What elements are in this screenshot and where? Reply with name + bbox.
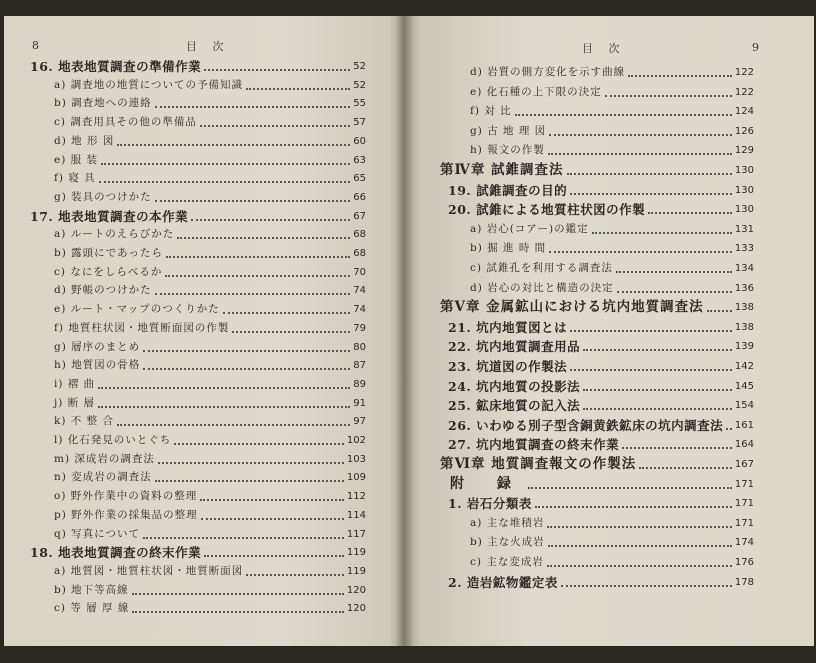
toc-entry-title: a) ルートのえらびかた [54, 228, 175, 241]
dot-leader [143, 367, 350, 370]
toc-page-number: 91 [353, 397, 366, 409]
toc-chapter-entry [440, 162, 754, 179]
toc-subsection-entry [54, 170, 366, 187]
toc-entry-title: j) 断 層 [54, 396, 96, 409]
dot-leader [549, 250, 732, 253]
toc-page-number: 171 [734, 478, 754, 490]
dot-leader [515, 113, 732, 116]
toc-page-number: 52 [353, 79, 366, 91]
toc-subsection-entry [54, 320, 366, 337]
toc-page-number: 129 [734, 145, 754, 157]
toc-page-number: 97 [353, 416, 366, 428]
toc-page-number: 120 [346, 584, 366, 596]
dot-leader [165, 274, 350, 277]
toc-page-number: 65 [353, 173, 366, 185]
dot-leader [204, 68, 350, 71]
toc-page-number: 122 [734, 86, 754, 98]
toc-entry-title: 第Ⅵ章 地質調査報文の作製法 [440, 456, 637, 472]
dot-leader [547, 525, 732, 528]
toc-subsection-entry [54, 77, 366, 94]
toc-section-entry [30, 58, 366, 75]
toc-page-number: 55 [353, 98, 366, 110]
toc-page-number: 119 [346, 547, 366, 559]
toc-entry-title: 16. 地表地質調査の準備作業 [30, 59, 202, 74]
left-page-number: 8 [32, 39, 39, 52]
dot-leader [155, 479, 344, 482]
toc-subsection-entry [470, 240, 754, 257]
dot-leader [155, 199, 351, 202]
toc-page-number: 161 [734, 419, 754, 431]
right-page-number: 9 [752, 41, 759, 54]
right-page [404, 16, 814, 646]
toc-entry-title: 26. いわゆる別子型含銅黄鉄鉱床の坑内調査法 [448, 417, 724, 433]
toc-page-number: 79 [353, 322, 366, 334]
toc-page-number: 174 [734, 537, 754, 549]
toc-entry-title: e) 化石種の上下限の決定 [470, 85, 602, 98]
toc-appendix-entry [450, 476, 754, 493]
toc-page-number: 66 [353, 191, 366, 203]
dot-leader [200, 498, 344, 501]
toc-page-number: 136 [734, 282, 754, 294]
dot-leader [583, 407, 732, 410]
toc-section-entry [448, 201, 754, 218]
toc-subsection-entry [54, 95, 366, 112]
toc-section-entry [448, 338, 754, 355]
toc-page-number: 145 [734, 380, 754, 392]
toc-page-number: 130 [734, 184, 754, 196]
dot-leader [648, 211, 732, 214]
toc-subsection-entry [54, 245, 366, 262]
dot-leader [570, 192, 732, 195]
toc-entry-title: a) 地質図・地質柱状図・地質断面図 [54, 564, 244, 577]
toc-subsection-entry [54, 526, 366, 543]
toc-entry-title: d) 地 形 図 [54, 134, 115, 147]
toc-entry-title: h) 地質図の骨格 [54, 359, 141, 372]
dot-leader [232, 330, 350, 333]
toc-entry-title: 第Ⅴ章 金属鉱山における坑内地質調査法 [440, 299, 704, 316]
toc-page-number: 142 [734, 361, 754, 372]
toc-entry-title: 24. 坑内地質の投影法 [448, 378, 581, 394]
toc-page-number: 80 [353, 341, 366, 353]
toc-page-number: 119 [346, 565, 366, 577]
toc-entry-title: 18. 地表地質調査の終末作業 [30, 545, 202, 561]
toc-entry-title: f) 寝 具 [54, 172, 96, 185]
toc-subsection-entry [54, 451, 366, 468]
toc-subsection-entry [54, 413, 366, 430]
toc-entry-title: n) 変成岩の調査法 [54, 471, 152, 484]
book-gutter [396, 16, 412, 646]
toc-subsection-entry [470, 515, 754, 532]
dot-leader [177, 236, 350, 239]
dot-leader [101, 162, 350, 165]
dot-leader [592, 231, 732, 234]
toc-entry-title: 1. 岩石分類表 [448, 496, 532, 512]
right-running-head: 目 次 [582, 42, 626, 55]
toc-page-number: 134 [734, 263, 754, 274]
toc-entry-title: 2. 造岩鉱物鑑定表 [448, 574, 558, 590]
toc-chapter-entry [440, 299, 754, 316]
dot-leader [174, 442, 344, 445]
toc-entry-title: g) 層序のまとめ [54, 340, 141, 353]
toc-subsection-entry [54, 582, 366, 599]
dot-leader [155, 292, 351, 295]
toc-page-number: 130 [734, 204, 754, 216]
dot-leader [617, 290, 732, 293]
dot-leader [639, 466, 732, 469]
dot-leader [549, 133, 732, 136]
toc-entry-title: g) 古 地 理 図 [470, 124, 547, 137]
toc-subsection-entry [470, 103, 754, 120]
dot-leader [726, 427, 732, 430]
toc-subsection-entry [54, 376, 366, 393]
toc-entry-title: 25. 鉱床地質の記入法 [448, 398, 581, 414]
toc-entry-title: b) 地下等高線 [54, 583, 129, 596]
toc-entry-title: f) 対 比 [470, 105, 512, 118]
toc-entry-title: d) 野帳のつけかた [54, 284, 152, 297]
toc-page-number: 89 [353, 378, 366, 390]
toc-subsection-entry [54, 395, 366, 412]
toc-subsection-entry [54, 133, 366, 150]
toc-page-number: 68 [353, 229, 366, 241]
dot-leader [98, 405, 350, 408]
toc-page-number: 124 [734, 106, 754, 118]
toc-subsection-entry [470, 64, 754, 81]
toc-entry-title: l) 化石発見のいとぐち [54, 434, 172, 446]
toc-entry-title: b) 調査地への連絡 [54, 97, 152, 110]
toc-subsection-entry [470, 142, 754, 159]
dot-leader [561, 584, 732, 587]
toc-entry-title: 第Ⅳ章 試錐調査法 [440, 162, 564, 178]
toc-subsection-entry [54, 563, 366, 580]
toc-page-number: 139 [734, 341, 754, 353]
toc-subsection-entry [470, 554, 754, 571]
toc-page-number: 167 [734, 459, 754, 470]
toc-entry-title: p) 野外作業の採集品の整理 [54, 508, 198, 521]
toc-section-entry [448, 378, 754, 395]
dot-leader [191, 218, 350, 221]
toc-page-number: 109 [346, 472, 366, 484]
toc-chapter-entry [440, 456, 754, 473]
toc-entry-title: 27. 坑内地質調査の終末作業 [448, 437, 620, 453]
toc-subsection-entry [470, 221, 754, 238]
toc-entry-title: h) 報文の作製 [470, 144, 545, 157]
dot-leader [622, 446, 732, 449]
toc-page-number: 117 [346, 528, 366, 540]
left-page [4, 16, 404, 646]
left-running-head: 目 次 [186, 40, 230, 53]
toc-section-entry [448, 436, 754, 453]
toc-entry-title: k) 不 整 合 [54, 415, 114, 428]
toc-entry-title: b) 主な火成岩 [470, 536, 545, 549]
toc-page-number: 133 [734, 243, 754, 255]
dot-leader [200, 124, 350, 127]
dot-leader [570, 329, 732, 332]
dot-leader [570, 368, 732, 371]
toc-entry-title: 23. 坑道図の作製法 [448, 359, 568, 374]
toc-entry-title: e) 服 装 [54, 153, 98, 166]
toc-page-number: 131 [734, 223, 754, 235]
toc-page-number: 68 [353, 248, 366, 259]
toc-entry-title: c) 主な変成岩 [470, 556, 544, 568]
dot-leader [707, 309, 732, 312]
toc-page-number: 103 [346, 453, 366, 465]
toc-page-number: 74 [353, 304, 366, 316]
dot-leader [548, 544, 732, 547]
dot-leader [246, 87, 350, 90]
toc-entry-title: f) 地質柱状図・地質断面図の作製 [54, 321, 230, 334]
toc-page-number: 63 [353, 154, 366, 166]
toc-entry-title: c) 等 層 厚 線 [54, 602, 130, 615]
toc-page-number: 70 [353, 266, 366, 278]
toc-section-entry [448, 358, 754, 375]
dot-leader [132, 610, 344, 613]
toc-entry-title: 17. 地表地質調査の本作業 [30, 208, 189, 224]
toc-subsection-entry [54, 507, 366, 524]
toc-subsection-entry [54, 301, 366, 318]
toc-page-number: 60 [353, 135, 366, 147]
toc-page-number: 171 [734, 498, 754, 510]
toc-entry-title: q) 写真について [54, 527, 140, 540]
toc-entry-title: b) 掘 進 時 間 [470, 242, 547, 255]
toc-entry-title: c) なにをしらべるか [54, 265, 163, 278]
toc-page-number: 154 [734, 400, 754, 412]
toc-section-entry [448, 319, 754, 336]
toc-entry-title: d) 岩質の側方変化を示す曲線 [470, 66, 626, 78]
toc-entry-title: i) 褶 曲 [54, 377, 96, 390]
toc-entry-title: d) 岩心の対比と構造の決定 [470, 281, 614, 294]
dot-leader [99, 180, 351, 183]
toc-entry-title: g) 装具のつけかた [54, 190, 152, 203]
dot-leader [535, 505, 732, 508]
toc-entry-title: c) 調査用具その他の準備品 [54, 116, 197, 129]
toc-page-number: 130 [734, 165, 754, 176]
toc-entry-title: a) 岩心(コアー)の鑑定 [470, 222, 589, 235]
dot-leader [628, 74, 732, 77]
toc-page-number: 114 [346, 509, 366, 521]
toc-entry-title: o) 野外作業中の資料の整理 [54, 490, 198, 503]
toc-page-number: 120 [346, 603, 366, 615]
dot-leader [201, 517, 344, 520]
dot-leader [246, 573, 344, 576]
toc-subsection-entry [54, 114, 366, 131]
toc-section-entry [448, 397, 754, 414]
dot-leader [117, 423, 350, 426]
toc-subsection-entry [54, 432, 366, 449]
dot-leader [605, 94, 732, 97]
toc-subsection-entry [54, 189, 366, 206]
toc-section-entry [448, 182, 754, 199]
toc-page-number: 102 [346, 435, 366, 446]
toc-entry-title: a) 調査地の地質についての予備知識 [54, 78, 243, 91]
toc-page-number: 178 [734, 576, 754, 588]
toc-entry-title: b) 露頭にであったら [54, 247, 164, 259]
toc-subsection-entry [54, 152, 366, 169]
dot-leader [155, 105, 351, 108]
toc-subsection-entry [470, 123, 754, 140]
dot-leader [98, 386, 350, 389]
toc-page-number: 138 [734, 302, 754, 314]
dot-leader [583, 348, 732, 351]
toc-entry-title: 20. 試錐による地質柱状図の作製 [448, 202, 646, 218]
toc-page-number: 112 [346, 491, 366, 503]
toc-page-number: 87 [353, 360, 366, 372]
dot-leader [548, 152, 732, 155]
dot-leader [583, 388, 732, 391]
toc-section-entry [448, 417, 754, 434]
toc-section-entry [30, 544, 366, 561]
toc-entry-title: 19. 試錐調査の目的 [448, 182, 568, 198]
dot-leader [117, 143, 350, 146]
dot-leader [166, 255, 350, 258]
dot-leader [158, 461, 344, 464]
toc-page-number: 74 [353, 285, 366, 297]
toc-entry-title: c) 試錐孔を利用する調査法 [470, 262, 613, 274]
dot-leader [204, 554, 344, 557]
dot-leader [132, 592, 344, 595]
toc-page-number: 122 [734, 67, 754, 78]
toc-entry-title: 22. 坑内地質調査用品 [448, 339, 581, 355]
toc-page-number: 126 [734, 125, 754, 137]
toc-subsection-entry [54, 600, 366, 617]
toc-subsection-entry [54, 469, 366, 486]
toc-section-entry [448, 495, 754, 512]
toc-page-number: 52 [353, 61, 366, 72]
toc-subsection-entry [54, 282, 366, 299]
toc-subsection-entry [54, 488, 366, 505]
toc-entry-title: e) ルート・マップのつくりかた [54, 303, 220, 316]
toc-page-number: 67 [353, 210, 366, 222]
toc-page-number: 164 [734, 439, 754, 451]
toc-subsection-entry [54, 339, 366, 356]
toc-page-number: 57 [353, 117, 366, 129]
toc-subsection-entry [470, 260, 754, 277]
toc-subsection-entry [470, 280, 754, 297]
toc-entry-title: a) 主な堆積岩 [470, 516, 545, 529]
toc-page-number: 176 [734, 557, 754, 568]
toc-entry-title: m) 深成岩の調査法 [54, 452, 155, 465]
dot-leader [616, 270, 732, 273]
toc-subsection-entry [470, 534, 754, 551]
toc-page-number: 138 [734, 321, 754, 333]
toc-subsection-entry [54, 357, 366, 374]
dot-leader [143, 536, 344, 539]
toc-subsection-entry [54, 264, 366, 281]
toc-entry-title: 附 録 [450, 475, 525, 492]
toc-page-number: 171 [734, 517, 754, 529]
toc-subsection-entry [470, 84, 754, 101]
dot-leader [567, 172, 732, 175]
toc-section-entry [30, 208, 366, 225]
dot-leader [223, 311, 351, 314]
toc-section-entry [448, 574, 754, 591]
toc-subsection-entry [54, 226, 366, 243]
toc-entry-title: 21. 坑内地質図とは [448, 319, 568, 335]
dot-leader [547, 564, 732, 567]
dot-leader [143, 349, 350, 352]
dot-leader [528, 486, 732, 489]
